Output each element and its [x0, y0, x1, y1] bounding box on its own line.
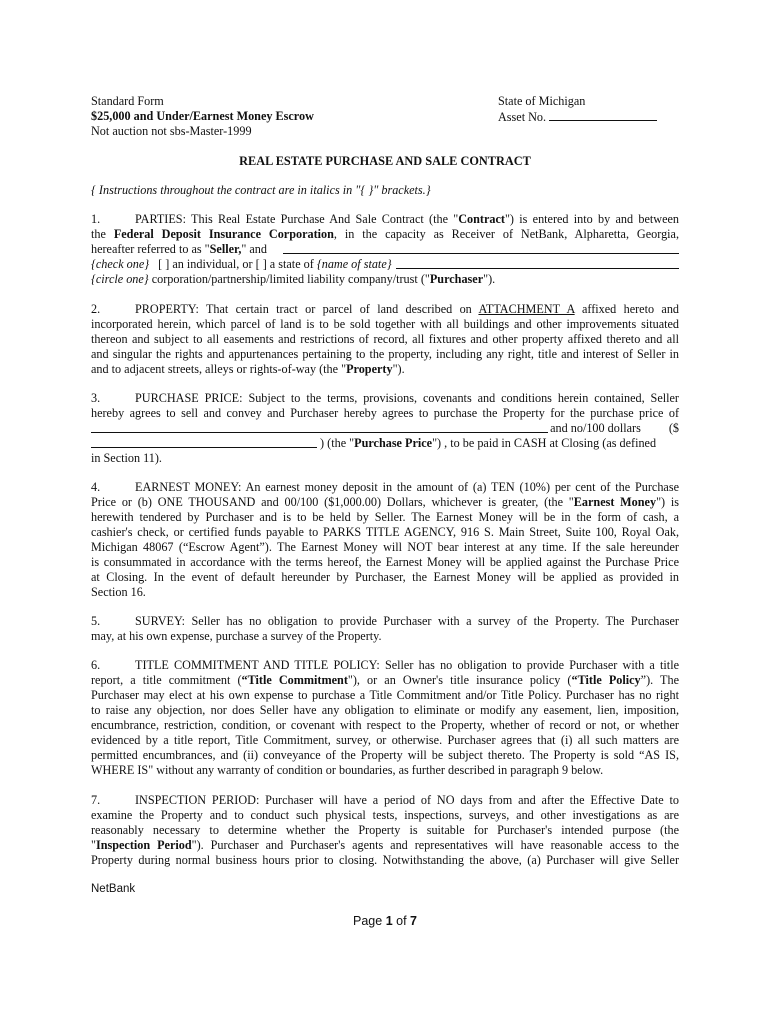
section-line: hereby agrees to sell and convey and Purchaser hereby agrees to purchase the Property for the purchase price of [91, 406, 679, 420]
section-line: herewith tendered by Purchaser and is to be held by Seller. The Earnest Money will be in the form of cash, a [91, 510, 679, 524]
price-words-blank[interactable] [91, 421, 548, 433]
asset-number-label: Asset No. [498, 110, 547, 124]
section-line: at Closing. In the event of default hereunder by Purchaser, the Earnest Money will be applied as provided in [91, 570, 679, 584]
section-line: WHERE IS" without any warranty of condition or boundaries, as further described in paragraph 9 below. [91, 763, 604, 777]
section-line: Property during normal business hours prior to closing. Notwithstanding the above, (a) Purchaser will give Seller [91, 853, 679, 867]
section-line: 1. PARTIES: This Real Estate Purchase And Sale Contract (the "Contract") is entered into by and between [91, 212, 679, 226]
section-earnest-money [91, 480, 679, 600]
defined-term: Earnest Money [573, 495, 657, 509]
section-line: may, at his own expense, purchase a survey of the Property. [91, 629, 382, 643]
section-survey [91, 614, 679, 644]
section-line: hereafter referred to as " Seller, " and [91, 242, 679, 257]
section-line: report, a title commitment (“Title Commitment"), or an Owner's title insurance policy (“Title Policy”). The [91, 673, 679, 687]
defined-term: Inspection Period [95, 838, 192, 852]
section-line: in Section 11). [91, 451, 162, 465]
section-inspection-period [91, 793, 679, 868]
asset-number-line [498, 109, 698, 124]
section-line: {check one} [ ] an individual, or [ ] a state of {name of state} [91, 257, 679, 272]
footer-bank-name: NetBank [91, 883, 136, 895]
section-number: 3. [91, 391, 101, 405]
section-line: and no/100 dollars ($ [91, 421, 679, 436]
section-line: ) (the " Purchase Price ") , to be paid in CASH at Closing (as defined [91, 436, 679, 451]
section-title-commitment [91, 658, 679, 778]
section-number: 5. [91, 614, 101, 628]
section-line: evidenced by a title report, Title Commitment, survey, or otherwise. Purchaser agrees that (i) all such matters are [91, 733, 679, 747]
section-line: Michigan 48067 (“Escrow Agent”). The Earnest Money will NOT bear interest at any time. If the sale hereunder [91, 540, 679, 554]
section-line: Purchaser may elect at his own expense to purchase a Title Commitment and/or Title Policy. Purchaser has no right [91, 688, 679, 702]
section-line: to raise any objection, nor does Seller have any obligation to eliminate or modify any easement, lien, imposition, [91, 703, 679, 717]
section-line: encumbrance, restriction, condition, or covenant with respect to the Property, whether of record or not, or whether [91, 718, 679, 732]
section-number: 1. [91, 212, 101, 226]
defined-term: Contract [458, 212, 505, 226]
price-figures-blank[interactable] [91, 436, 317, 448]
section-line: 2. PROPERTY: That certain tract or parcel of land described on ATTACHMENT A affixed hereto and [91, 302, 680, 316]
section-number: 2. [91, 302, 101, 316]
form-type: Standard Form [91, 94, 164, 108]
section-number: 6. [91, 658, 101, 672]
defined-term: “Title Commitment [241, 673, 348, 687]
section-line: the Federal Deposit Insurance Corporation, in the capacity as Receiver of NetBank, Alpharetta, Georgia, [91, 227, 680, 241]
section-line: {circle one} corporation/partnership/limited liability company/trust ("Purchaser"). [91, 272, 496, 286]
attachment-reference: ATTACHMENT A [478, 302, 575, 316]
section-line: Section 16. [91, 585, 146, 599]
instructions-note: { Instructions throughout the contract are in italics in "{ }" brackets.} [91, 183, 431, 197]
state-name-blank[interactable] [396, 257, 679, 269]
section-parties [91, 212, 679, 287]
asset-number-blank[interactable] [549, 109, 657, 121]
section-purchase-price [91, 391, 679, 466]
page-title: REAL ESTATE PURCHASE AND SALE CONTRACT [239, 154, 531, 168]
section-line: 6. TITLE COMMITMENT AND TITLE POLICY: Seller has no obligation to provide Purchaser with a title [91, 658, 679, 672]
state-label: State of Michigan [498, 94, 586, 108]
section-line: 4. EARNEST MONEY: An earnest money deposit in the amount of (a) TEN (10%) per cent of the Purchase [91, 480, 679, 494]
section-line: cashier's check, or certified funds payable to PARKS TITLE AGENCY, 916 S. Main Street, Suite 100, Royal Oak, [91, 525, 679, 539]
defined-term: Seller, [209, 242, 242, 256]
defined-term: Purchase Price [354, 436, 433, 450]
section-line: and singular the rights and appurtenances pertaining to the property, including any right, title and interest of Seller in [91, 347, 679, 361]
header-left [91, 94, 421, 139]
section-line: thereon and subject to all easements and restrictions of record, all fixtures and other property affixed thereto and all [91, 332, 679, 346]
section-line: Price or (b) ONE THOUSAND and 00/100 ($1,000.00) Dollars, whichever is greater, (the "Earnest Money") is [91, 495, 680, 509]
defined-term: Federal Deposit Insurance Corporation [113, 227, 334, 241]
form-subtitle: $25,000 and Under/Earnest Money Escrow [91, 109, 314, 123]
section-line: examine the Property and to conduct such physical tests, inspections, surveys, and other investigations as are [91, 808, 679, 822]
section-line: 7. INSPECTION PERIOD: Purchaser will have a period of NO days from and after the Effective Date to [91, 793, 679, 807]
section-line: permitted encumbrances, and (ii) conveyance of the Property will be subject thereto. The Property is sold “AS IS, [91, 748, 679, 762]
page-indicator: Page 1 of 7 [353, 914, 417, 928]
section-number: 4. [91, 480, 101, 494]
defined-term: Purchaser [429, 272, 484, 286]
header-right [498, 94, 698, 124]
section-line: 3. PURCHASE PRICE: Subject to the terms, provisions, covenants and conditions herein contained, Seller [91, 391, 679, 405]
defined-term: Property [346, 362, 393, 376]
purchaser-name-blank[interactable] [283, 242, 679, 254]
total-pages-number: 7 [410, 914, 417, 928]
section-line: and to adjacent streets, alleys or rights-of-way (the "Property"). [91, 362, 405, 376]
section-number: 7. [91, 793, 101, 807]
current-page-number: 1 [385, 914, 393, 928]
section-property [91, 302, 679, 377]
section-line: incorporated herein, which parcel of land is to be sold together with all buildings and other improvements situated [91, 317, 679, 331]
section-line: 5. SURVEY: Seller has no obligation to provide Purchaser with a survey of the Property. The Purchaser [91, 614, 679, 628]
section-line: is consummated in accordance with the terms hereof, the Earnest Money will be applied against the Purchase Price [91, 555, 679, 569]
defined-term: “Title Policy [571, 673, 641, 687]
section-line: reasonably necessary to determine whether the Property is suitable for Purchaser's intended purpose (the [91, 823, 679, 837]
section-line: "Inspection Period"). Purchaser and Purchaser's agents and representatives will have reasonable access to the [91, 838, 679, 852]
form-code: Not auction not sbs-Master-1999 [91, 124, 252, 138]
